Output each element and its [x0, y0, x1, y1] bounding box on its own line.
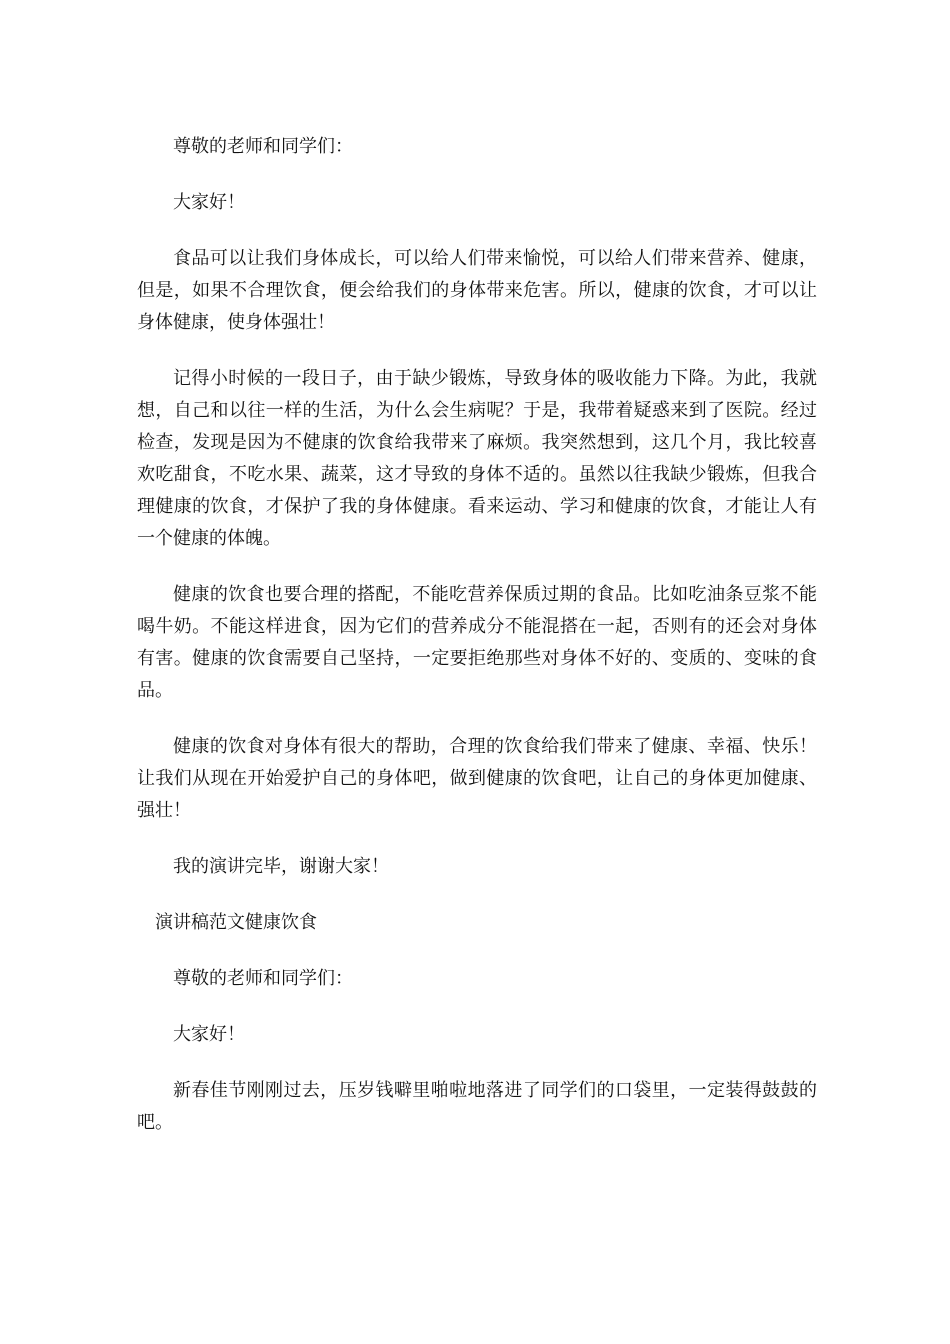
- paragraph: 新春佳节刚刚过去，压岁钱噼里啪啦地落进了同学们的口袋里，一定装得鼓鼓的吧。: [137, 1080, 817, 1133]
- document-body: [137, 131, 817, 1163]
- closing: 我的演讲完毕，谢谢大家！: [173, 856, 389, 877]
- paragraph: 健康的饮食对身体有很大的帮助，合理的饮食给我们带来了健康、幸福、快乐！让我们从现在开始爱护自己的身体吧，做到健康的饮食吧，让自己的身体更加健康、强壮！: [137, 736, 817, 821]
- paragraph: 健康的饮食也要合理的搭配，不能吃营养保质过期的食品。比如吃油条豆浆不能喝牛奶。不能这样进食，因为它们的营养成分不能混搭在一起，否则有的还会对身体有害。健康的饮食需要自己坚持，一定要拒绝那些对身体不好的、变质的、变味的食品。: [137, 584, 817, 701]
- section-title: 演讲稿范文健康饮食: [155, 912, 317, 933]
- salutation: 尊敬的老师和同学们：: [173, 136, 353, 157]
- greeting: 大家好！: [173, 192, 245, 213]
- salutation: 尊敬的老师和同学们：: [173, 968, 353, 989]
- paragraph: 食品可以让我们身体成长，可以给人们带来愉悦，可以给人们带来营养、健康，但是，如果不合理饮食，便会给我们的身体带来危害。所以，健康的饮食，才可以让身体健康，使身体强壮！: [137, 248, 817, 333]
- greeting: 大家好！: [173, 1024, 245, 1045]
- paragraph: 记得小时候的一段日子，由于缺少锻炼，导致身体的吸收能力下降。为此，我就想，自己和以往一样的生活，为什么会生病呢？于是，我带着疑惑来到了医院。经过检查，发现是因为不健康的饮食给我带来了麻烦。我突然想到，这几个月，我比较喜欢吃甜食，不吃水果、蔬菜，这才导致的身体不适的。虽然以往我缺少锻炼，但我合理健康的饮食，才保护了我的身体健康。看来运动、学习和健康的饮食，才能让人有一个健康的体魄。: [137, 368, 817, 549]
